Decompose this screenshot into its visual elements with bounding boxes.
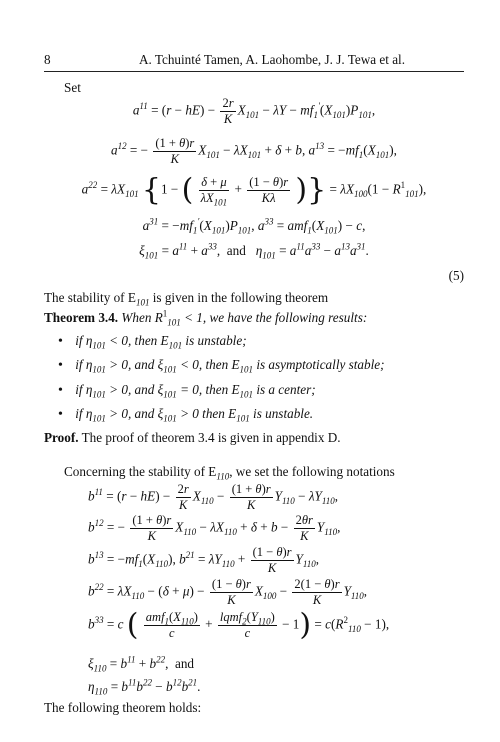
equation-a12: $a^{12}$ = − $\frac{(1 + \theta)r}{K}$ $X_{101} - \lambda X_{101} + \delta + b$, $a^{13} = -mf_1(X_{101})$, xyxy=(111,136,397,166)
following-theorem-holds: The following theorem holds: xyxy=(44,700,202,715)
proof-label: Proof. xyxy=(44,430,79,445)
theorem-title: Theorem 3.4. xyxy=(44,310,119,325)
equation-b13-b21: $b^{13} = -mf_1(X_{110})$, $b^{21} = \lambda Y_{110}$ + $\frac{(1 - \theta)r}{K}$ $Y_{110}$, xyxy=(88,545,319,575)
theorem-item-3: • if $\eta_{101} > 0$, and $\xi_{101} = 0$, then $E_{101}$ is a center; xyxy=(58,382,316,400)
running-header xyxy=(44,52,464,70)
header-rule xyxy=(44,71,464,72)
equation-xi-eta-101: $\xi_{101} = a^{11} + a^{33}$, and $\eta_{101} = a^{11}a^{33} - a^{13}a^{31}$. xyxy=(139,241,369,261)
running-authors: A. Tchuinté Tamen, A. Laohombe, J. J. Tewa et al. xyxy=(138,52,406,67)
proof-text: The proof of theorem 3.4 is given in appendix D. xyxy=(81,430,341,445)
equation-b12: $b^{12}$ = − $\frac{(1 + \theta)r}{K}$ $X_{110} - \lambda X_{110} + \delta + b$ − $\frac{2\theta r}{K}$ $Y_{110}$, xyxy=(88,513,341,543)
equation-a11: $a^{11} = (r - hE)$ − $\frac{2r}{K}$ $X_{101} - \lambda Y - mf_1'(X_{101})P_{101}$, xyxy=(132,96,376,126)
equation-xi110: $\xi_{110} = b^{11} + b^{22}$, and xyxy=(88,654,195,674)
equation-a31: $a^{31} = -mf_1'(X_{101})P_{101}$, $a^{33} = amf_1(X_{101}) - c$, xyxy=(142,216,366,236)
stability-intro: The stability of $E_{101}$ is given in the following theorem xyxy=(44,290,329,308)
concerning-e110: Concerning the stability of $E_{110}$, we set the following notations xyxy=(64,464,395,482)
theorem-item-4: • if $\eta_{101} > 0$, and $\xi_{101} > 0$ then $E_{101}$ is unstable. xyxy=(58,406,313,424)
equation-eta110: $\eta_{110} = b^{11}b^{22} - b^{12}b^{21}$. xyxy=(88,677,201,697)
theorem-item-1: • if $\eta_{101} < 0$, then $E_{101}$ is unstable; xyxy=(58,333,247,351)
equation-b11: $b^{11} = (r - hE)$ − $\frac{2r}{K}$ $X_{110}$ − $\frac{(1 + \theta)r}{K}$ $Y_{110} - \lambda Y_{110}$, xyxy=(88,482,339,512)
set-label: Set xyxy=(64,80,81,95)
theorem-item-2: • if $\eta_{101} > 0$, and $\xi_{101} < 0$, then $E_{101}$ is asymptotically stable; xyxy=(58,357,385,375)
page-number: 8 xyxy=(44,52,51,67)
proof xyxy=(44,430,464,446)
theorem-3-4: Theorem 3.4. When $R^1_{101} < 1$, we have the following results: xyxy=(44,308,368,328)
equation-b33: $b^{33} = c$ ( $\frac{amf_1(X_{110})}{c}$ + $\frac{lqmf_2(Y_{110})}{c}$ − $1) = c(R^2_{110} - 1)$, xyxy=(88,607,390,643)
equation-b22: $b^{22} = \lambda X_{110} - (\delta + \mu)$ − $\frac{(1 - \theta)r}{K}$ $X_{100}$ − $\frac{2(1 - \theta)r}{K}$ $Y_{110}$, xyxy=(88,577,368,607)
equation-a22: $a^{22} = \lambda X_{101}$ {1 − ( $\frac{\delta + \mu}{\lambda X_{101}}$ + $\frac{(1 - \theta)r}{K\lambda}$ )} = $\lambda X_{100}(1 - R^1_{101})$, xyxy=(81,172,427,208)
